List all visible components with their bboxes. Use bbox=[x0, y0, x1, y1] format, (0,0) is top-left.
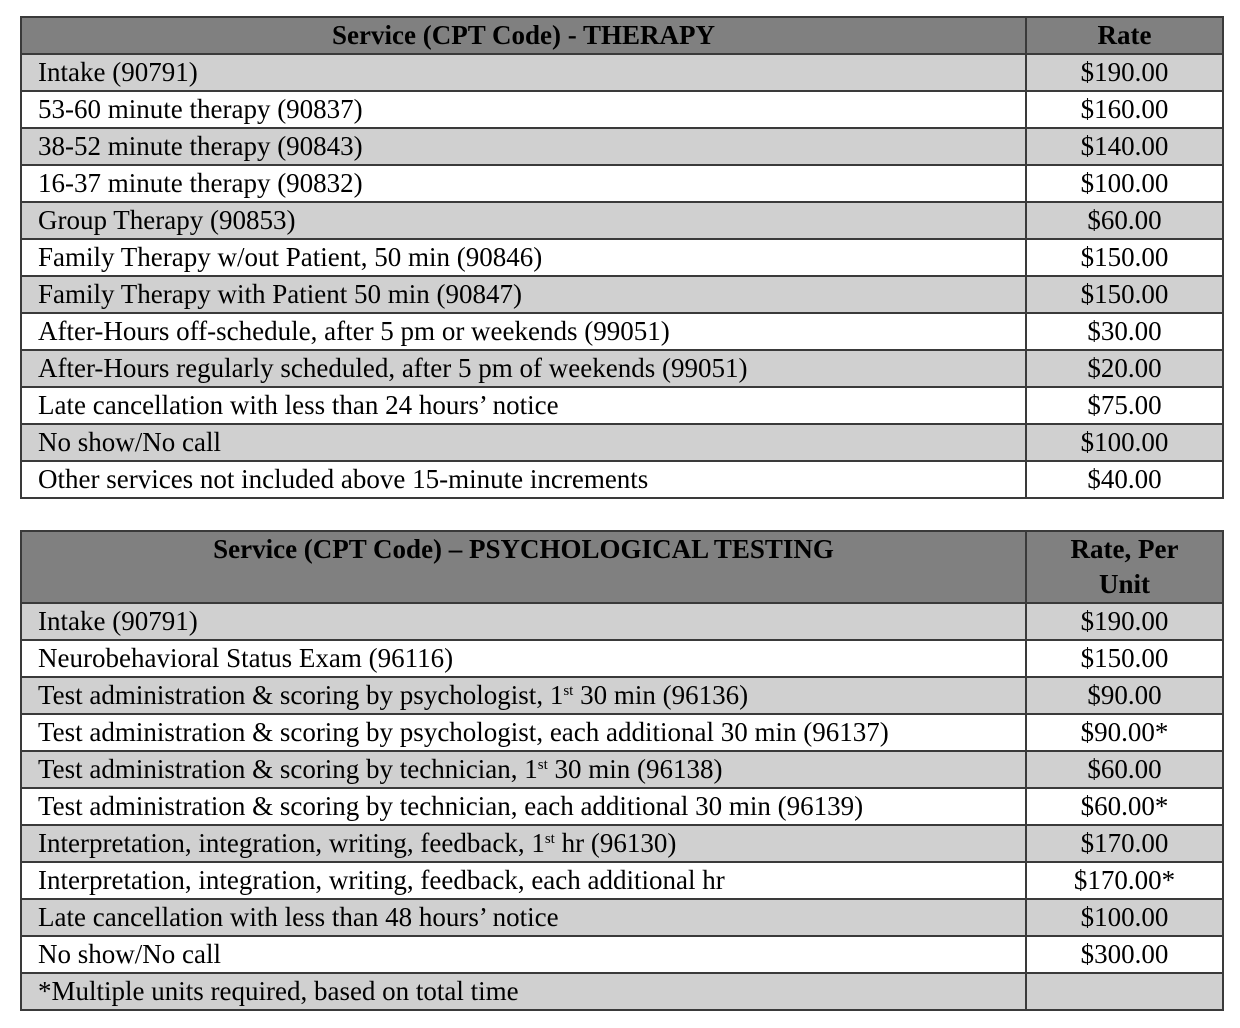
table-row bbox=[21, 239, 1223, 276]
rate-cell: $150.00 bbox=[1026, 640, 1223, 677]
service-cell: Test administration & scoring by psychologist, each additional 30 min (96137) bbox=[21, 714, 1026, 751]
rate-cell bbox=[1026, 973, 1223, 1010]
service-text: Test administration & scoring by psychologist, 1 bbox=[38, 680, 564, 710]
rate-cell: $150.00 bbox=[1026, 239, 1223, 276]
service-cell bbox=[21, 677, 1026, 714]
ordinal-suffix: st bbox=[537, 757, 548, 773]
psychological-testing-rates-table bbox=[20, 530, 1224, 1011]
service-cell: After-Hours regularly scheduled, after 5 pm of weekends (99051) bbox=[21, 350, 1026, 387]
table-row bbox=[21, 714, 1223, 751]
service-cell: Family Therapy with Patient 50 min (90847) bbox=[21, 276, 1026, 313]
table-row bbox=[21, 640, 1223, 677]
rate-cell: $300.00 bbox=[1026, 936, 1223, 973]
table-row bbox=[21, 54, 1223, 91]
rate-cell: $140.00 bbox=[1026, 128, 1223, 165]
service-cell: 38-52 minute therapy (90843) bbox=[21, 128, 1026, 165]
rate-cell: $150.00 bbox=[1026, 276, 1223, 313]
rate-cell: $60.00 bbox=[1026, 751, 1223, 788]
table-row bbox=[21, 751, 1223, 788]
table-row bbox=[21, 350, 1223, 387]
service-cell: Interpretation, integration, writing, feedback, each additional hr bbox=[21, 862, 1026, 899]
table-row bbox=[21, 899, 1223, 936]
therapy-rates-table bbox=[20, 16, 1224, 499]
table-row bbox=[21, 165, 1223, 202]
ordinal-suffix: st bbox=[563, 683, 574, 699]
service-cell: Family Therapy w/out Patient, 50 min (90846) bbox=[21, 239, 1026, 276]
table-row bbox=[21, 276, 1223, 313]
table-row bbox=[21, 91, 1223, 128]
table-row bbox=[21, 202, 1223, 239]
service-cell bbox=[21, 825, 1026, 862]
table-row bbox=[21, 313, 1223, 350]
table-row bbox=[21, 862, 1223, 899]
rate-header-line-2: Unit bbox=[1098, 569, 1150, 599]
footnote-row bbox=[21, 973, 1223, 1010]
table-row bbox=[21, 128, 1223, 165]
service-text-continued: 30 min (96138) bbox=[547, 754, 723, 784]
service-text: Test administration & scoring by technician, 1 bbox=[38, 754, 538, 784]
table-header-row bbox=[21, 531, 1223, 603]
rate-header-line-1: Rate, Per bbox=[1070, 534, 1179, 564]
rate-cell: $90.00* bbox=[1026, 714, 1223, 751]
table-row bbox=[21, 603, 1223, 640]
rate-column-header: Rate bbox=[1026, 17, 1223, 54]
rate-cell: $100.00 bbox=[1026, 165, 1223, 202]
table-row bbox=[21, 424, 1223, 461]
service-cell: After-Hours off-schedule, after 5 pm or weekends (99051) bbox=[21, 313, 1026, 350]
table-row bbox=[21, 387, 1223, 424]
rate-cell: $160.00 bbox=[1026, 91, 1223, 128]
footnote-cell: *Multiple units required, based on total time bbox=[21, 973, 1026, 1010]
service-cell: Group Therapy (90853) bbox=[21, 202, 1026, 239]
table-row bbox=[21, 936, 1223, 973]
service-cell: Intake (90791) bbox=[21, 603, 1026, 640]
service-cell: Other services not included above 15-minute increments bbox=[21, 461, 1026, 498]
table-row bbox=[21, 461, 1223, 498]
service-text-continued: hr (96130) bbox=[554, 828, 677, 858]
service-cell: 53-60 minute therapy (90837) bbox=[21, 91, 1026, 128]
rate-cell: $170.00* bbox=[1026, 862, 1223, 899]
table-header-row bbox=[21, 17, 1223, 54]
rate-cell: $60.00 bbox=[1026, 202, 1223, 239]
service-cell: Test administration & scoring by technician, each additional 30 min (96139) bbox=[21, 788, 1026, 825]
service-cell: 16-37 minute therapy (90832) bbox=[21, 165, 1026, 202]
rate-cell: $75.00 bbox=[1026, 387, 1223, 424]
rate-cell: $100.00 bbox=[1026, 899, 1223, 936]
rate-per-unit-column-header bbox=[1026, 531, 1223, 603]
service-text: Interpretation, integration, writing, feedback, 1 bbox=[38, 828, 545, 858]
service-cell: Neurobehavioral Status Exam (96116) bbox=[21, 640, 1026, 677]
ordinal-suffix: st bbox=[544, 831, 555, 847]
service-cell: Late cancellation with less than 48 hours’ notice bbox=[21, 899, 1026, 936]
service-cell: No show/No call bbox=[21, 424, 1026, 461]
service-text-continued: 30 min (96136) bbox=[573, 680, 749, 710]
service-cell bbox=[21, 751, 1026, 788]
rate-cell: $100.00 bbox=[1026, 424, 1223, 461]
table-row bbox=[21, 788, 1223, 825]
rate-cell: $40.00 bbox=[1026, 461, 1223, 498]
rate-cell: $90.00 bbox=[1026, 677, 1223, 714]
rate-cell: $60.00* bbox=[1026, 788, 1223, 825]
service-cell: No show/No call bbox=[21, 936, 1026, 973]
rate-cell: $190.00 bbox=[1026, 603, 1223, 640]
service-cell: Intake (90791) bbox=[21, 54, 1026, 91]
table-row bbox=[21, 825, 1223, 862]
service-column-header: Service (CPT Code) - THERAPY bbox=[21, 17, 1026, 54]
service-column-header: Service (CPT Code) – PSYCHOLOGICAL TESTING bbox=[21, 531, 1026, 603]
rate-cell: $20.00 bbox=[1026, 350, 1223, 387]
rate-cell: $170.00 bbox=[1026, 825, 1223, 862]
service-cell: Late cancellation with less than 24 hours’ notice bbox=[21, 387, 1026, 424]
table-row bbox=[21, 677, 1223, 714]
rate-cell: $30.00 bbox=[1026, 313, 1223, 350]
rate-cell: $190.00 bbox=[1026, 54, 1223, 91]
